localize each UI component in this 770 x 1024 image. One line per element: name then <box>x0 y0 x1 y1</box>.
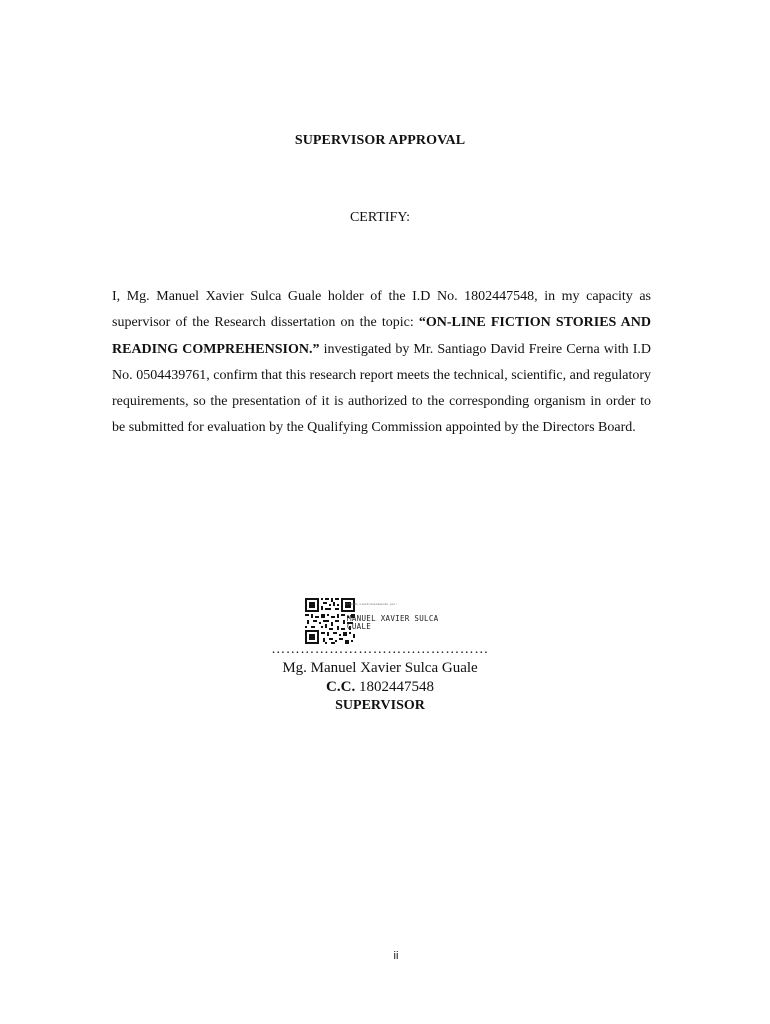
page-title: SUPERVISOR APPROVAL <box>294 133 466 148</box>
id-label: C.C. <box>326 679 356 695</box>
digital-signature-name-line2: GUALE <box>347 622 372 631</box>
signature-caption: Firmado electrónicamente por: <box>345 603 398 606</box>
paragraph-intro: I, Mg. Manuel Xavier Sulca Guale holder of the I.D No. 1802447548, in my capacity as supervisor of the Research dissertation on the topic: <box>112 289 651 331</box>
supervisor-role: SUPERVISOR <box>335 698 425 713</box>
signature-dotted-line: ……………………………………… <box>271 642 489 657</box>
certify-heading: CERTIFY: <box>349 210 411 225</box>
approval-paragraph <box>112 284 651 442</box>
page-number: ii <box>393 950 399 962</box>
paragraph-body: investigated by Mr. Santiago David Freire Cerna with I.D No. 0504439761, confirm that this research report meets the technical, scientific, and regulatory requirements, so the presentation of it is authorized to the corresponding organism in order to be submitted for evaluation by the Qualifying Commission appointed by the Directors Board. <box>112 341 651 436</box>
digital-signature-name <box>347 615 439 631</box>
digital-signature-name-line1: MANUEL XAVIER SULCA <box>347 614 439 623</box>
supervisor-id <box>0 679 760 696</box>
digital-signature <box>305 598 465 646</box>
dissertation-topic: “ON-LINE FICTION STORIES AND READING COMPREHENSION.” <box>112 315 651 357</box>
supervisor-name: Mg. Manuel Xavier Sulca Guale <box>282 660 478 676</box>
id-number: 1802447548 <box>355 679 434 695</box>
